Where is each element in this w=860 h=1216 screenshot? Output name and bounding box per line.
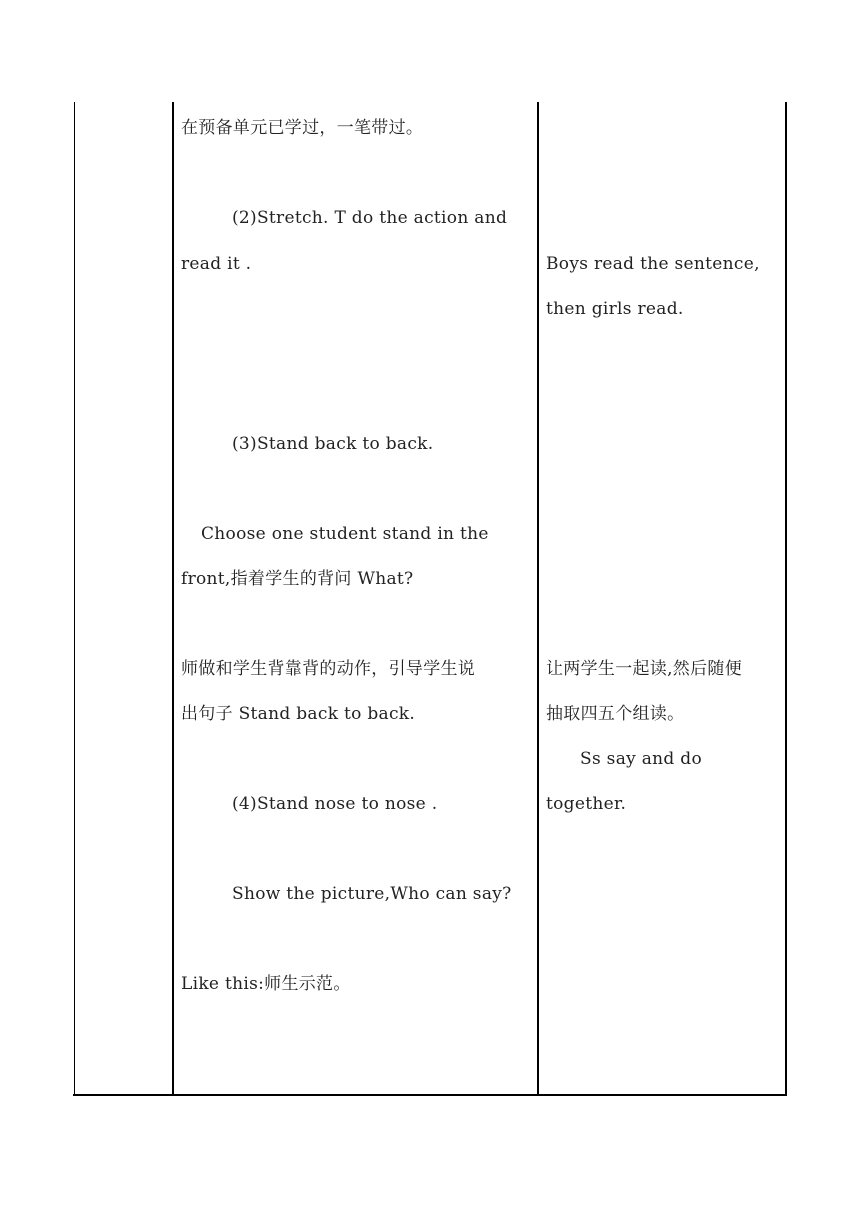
student-activity-line: 让两学生一起读,然后随便 xyxy=(546,659,743,679)
activity-line: (4)Stand nose to nose . xyxy=(232,794,438,814)
student-activity-line: 抽取四五个组读。 xyxy=(546,704,685,724)
activity-line: Choose one student stand in the xyxy=(201,524,489,544)
activity-line: 师做和学生背靠背的动作，引导学生说 xyxy=(181,659,476,679)
activity-line: Show the picture,Who can say? xyxy=(232,884,512,904)
activity-line: 在预备单元已学过，一笔带过。 xyxy=(181,118,424,138)
activity-line: read it . xyxy=(181,254,252,274)
table-bottom-border xyxy=(73,1094,787,1096)
table-left-border xyxy=(74,102,75,1096)
student-activity-line: Ss say and do xyxy=(580,749,703,769)
activity-line: front,指着学生的背问 What? xyxy=(181,569,414,589)
table-right-border xyxy=(785,102,787,1096)
activity-line: (3)Stand back to back. xyxy=(232,434,434,454)
student-activity-line: then girls read. xyxy=(546,299,684,319)
student-activity-line: together. xyxy=(546,794,627,814)
activity-line: Like this:师生示范。 xyxy=(181,974,351,994)
table-divider-1 xyxy=(172,102,174,1096)
activity-line: 出句子 Stand back to back. xyxy=(181,704,416,724)
table-divider-2 xyxy=(537,102,539,1096)
student-activity-line: Boys read the sentence, xyxy=(546,254,760,274)
activity-line: (2)Stretch. T do the action and xyxy=(232,208,508,228)
